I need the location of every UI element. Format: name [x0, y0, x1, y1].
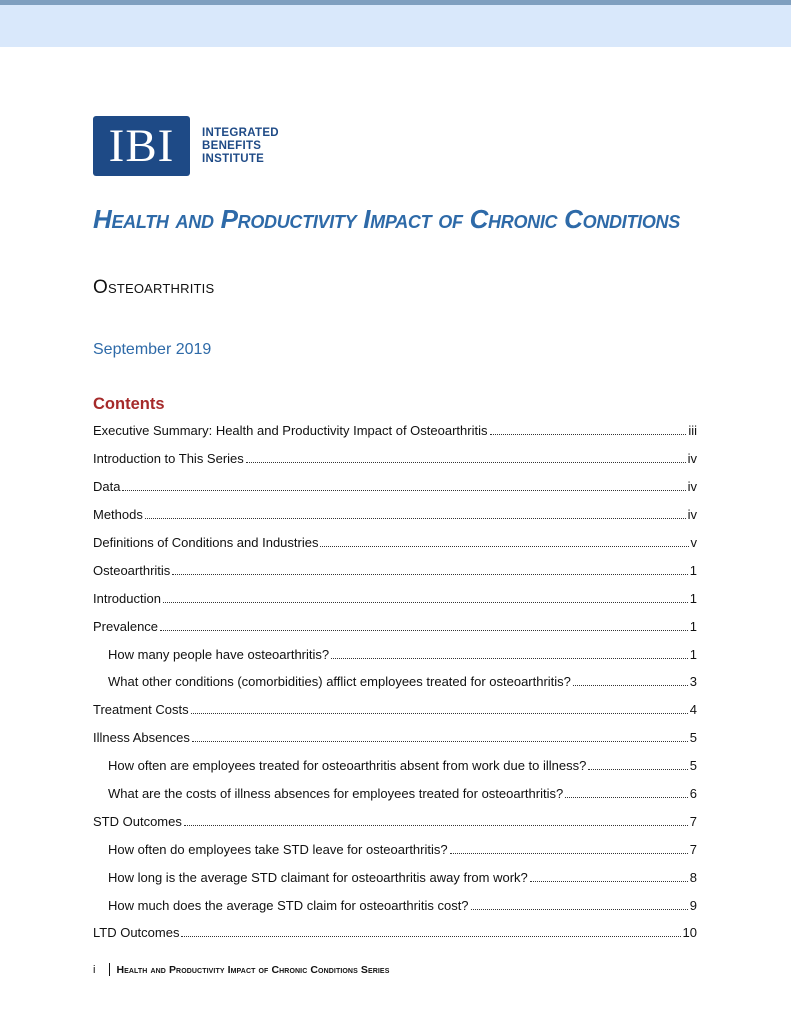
toc-entry[interactable] [93, 529, 697, 557]
toc-entry-text: Introduction [93, 590, 161, 606]
toc-entry[interactable] [93, 445, 697, 473]
toc-entry[interactable] [93, 724, 697, 752]
toc-entry-page: 9 [689, 897, 697, 913]
toc-entry-text: What are the costs of illness absences for employees treated for osteoarthritis? [108, 786, 564, 802]
toc-entry-page: 6 [689, 786, 697, 802]
toc-leader-dots [145, 518, 686, 519]
toc-entry[interactable] [93, 863, 697, 891]
toc-entry-page: 4 [689, 702, 697, 718]
toc-leader-dots [573, 685, 688, 686]
header-band [0, 5, 791, 47]
toc-entry-page: 10 [682, 925, 697, 941]
toc-entry[interactable] [93, 807, 697, 835]
toc-entry-page: iv [687, 507, 697, 523]
toc-entry[interactable] [93, 891, 697, 919]
toc-leader-dots [450, 853, 688, 854]
toc-leader-dots [191, 713, 688, 714]
toc-entry[interactable] [93, 612, 697, 640]
toc-entry-text: Methods [93, 507, 143, 523]
toc-leader-dots [181, 936, 680, 937]
toc-entry[interactable] [93, 696, 697, 724]
logo-mark-text: IBI [108, 119, 175, 172]
toc-entry-text: Definitions of Conditions and Industries [93, 535, 319, 550]
toc-entry-text: LTD Outcomes [93, 925, 180, 941]
toc-entry[interactable] [93, 417, 697, 445]
toc-leader-dots [122, 490, 685, 491]
table-of-contents [93, 417, 697, 947]
ibi-logo [93, 116, 279, 176]
toc-entry-text: Introduction to This Series [93, 451, 244, 467]
document-date: September 2019 [93, 341, 212, 358]
toc-leader-dots [565, 797, 688, 798]
toc-entry-page: 5 [689, 758, 697, 774]
toc-entry-text: How long is the average STD claimant for osteoarthritis away from work? [108, 869, 528, 885]
toc-entry-text: How often do employees take STD leave for osteoarthritis? [108, 841, 448, 857]
toc-leader-dots [172, 574, 687, 575]
toc-entry-page: 8 [689, 869, 697, 885]
toc-leader-dots [246, 462, 686, 463]
toc-entry-text: How much does the average STD claim for osteoarthritis cost? [108, 897, 469, 913]
document-title: Health and Productivity Impact of Chronic Conditions [93, 204, 680, 234]
toc-leader-dots [588, 769, 687, 770]
toc-leader-dots [192, 741, 688, 742]
toc-entry[interactable] [93, 752, 697, 780]
toc-entry-text: Treatment Costs [93, 702, 189, 718]
logo-line-2: BENEFITS [202, 139, 262, 152]
logo-line-1: INTEGRATED [202, 126, 279, 139]
document-subtitle: Osteoarthritis [93, 277, 215, 298]
toc-entry[interactable] [93, 640, 697, 668]
toc-entry[interactable] [93, 835, 697, 863]
toc-entry[interactable] [93, 473, 697, 501]
logo-mark [93, 116, 190, 176]
toc-entry-page: 7 [689, 813, 697, 829]
toc-leader-dots [163, 602, 688, 603]
page-footer [93, 963, 389, 976]
toc-entry[interactable] [93, 668, 697, 696]
footer-divider [109, 963, 110, 976]
toc-leader-dots [490, 434, 687, 435]
toc-leader-dots [160, 630, 688, 631]
toc-entry-page: 5 [689, 730, 697, 746]
toc-entry-text: How often are employees treated for osteoarthritis absent from work due to illness? [108, 758, 587, 774]
toc-entry-text: How many people have osteoarthritis? [108, 646, 330, 662]
toc-entry[interactable] [93, 556, 697, 584]
toc-entry-page: 3 [689, 674, 697, 690]
toc-entry-page: iv [687, 479, 697, 495]
toc-leader-dots [471, 909, 688, 910]
footer-page-number: i [93, 963, 96, 976]
toc-entry[interactable] [93, 780, 697, 808]
toc-leader-dots [331, 658, 688, 659]
toc-entry-page: 1 [689, 562, 697, 578]
toc-entry-page: 1 [689, 590, 697, 606]
toc-leader-dots [530, 881, 688, 882]
toc-entry-page: 7 [689, 841, 697, 857]
logo-line-3: INSTITUTE [202, 152, 265, 165]
toc-entry-page: 1 [689, 646, 697, 662]
toc-entry-page: iv [687, 451, 697, 467]
logo-wordmark [202, 127, 279, 166]
toc-entry[interactable] [93, 584, 697, 612]
toc-leader-dots [320, 546, 688, 547]
toc-entry-text: Osteoarthritis [93, 562, 171, 578]
toc-entry-text: Illness Absences [93, 730, 190, 746]
toc-entry-page: 1 [689, 618, 697, 634]
toc-entry-text: Executive Summary: Health and Productivity Impact of Osteoarthritis [93, 423, 488, 439]
toc-heading: Contents [93, 395, 165, 413]
toc-entry-text: Data [93, 479, 121, 495]
toc-leader-dots [184, 825, 688, 826]
toc-entry[interactable] [93, 501, 697, 529]
toc-entry[interactable] [93, 919, 697, 947]
footer-series-title: Health and Productivity Impact of Chronic Conditions Series [116, 963, 390, 976]
toc-entry-page: v [690, 535, 697, 550]
toc-entry-page: iii [688, 423, 697, 439]
toc-entry-text: Prevalence [93, 618, 159, 634]
toc-entry-text: STD Outcomes [93, 813, 182, 829]
toc-entry-text: What other conditions (comorbidities) afflict employees treated for osteoarthritis? [108, 674, 571, 690]
